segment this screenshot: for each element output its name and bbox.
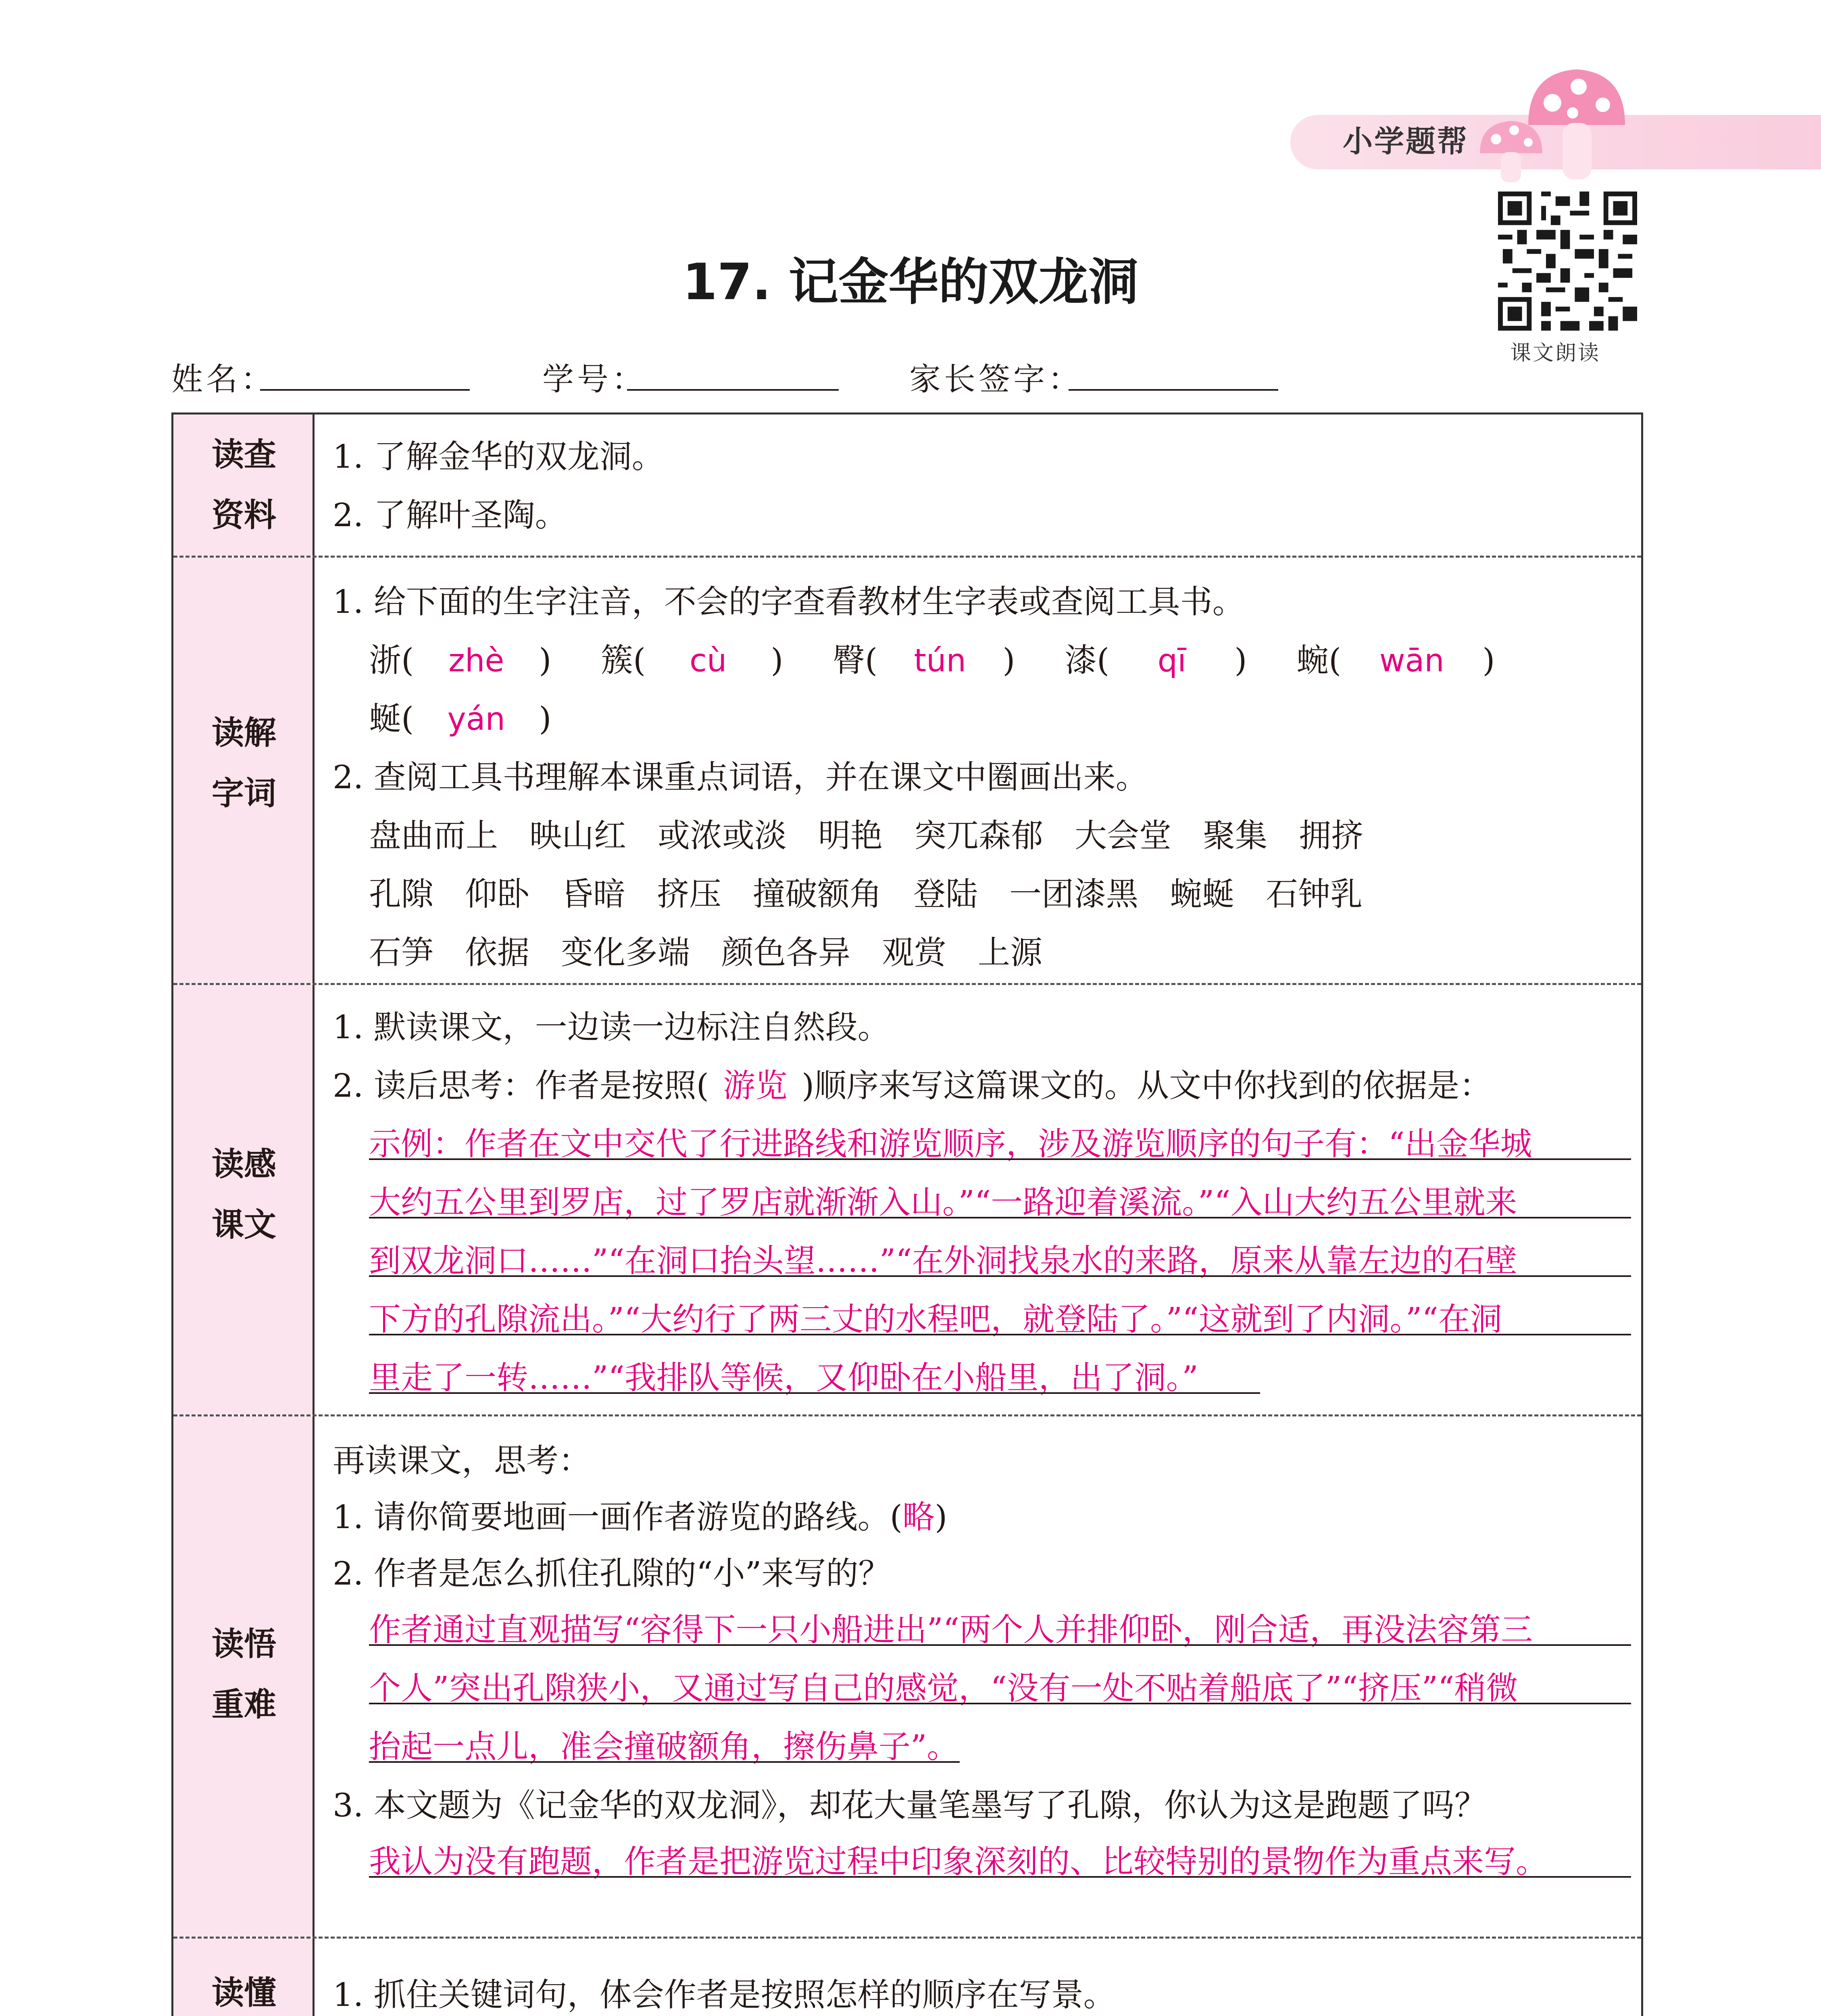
row-label: 读解 — [212, 714, 276, 752]
answer-line: 个人”突出孔隙狭小，又通过写自己的感觉，“没有一处不贴着船底了”“挤压”“稍微 — [369, 1670, 1518, 1707]
answer-underline — [369, 1644, 1631, 1646]
answer-underline — [369, 1158, 1631, 1160]
row-label: 读查 — [212, 436, 276, 473]
char: 臀 — [833, 641, 865, 679]
pinyin-item: 簇( cù ) — [601, 641, 783, 679]
word-list: 孔隙 仰卧 昏暗 挤压 撞破额角 登陆 一团漆黑 蜿蜒 石钟乳 — [369, 875, 1363, 913]
question-line: 1. 默读课文，一边读一边标注自然段。 — [333, 1008, 890, 1046]
row-label: 读悟 — [212, 1625, 276, 1663]
answer-underline — [369, 1703, 1631, 1704]
char: 蜿 — [1296, 641, 1329, 679]
pinyin-item: 蜒( yán ) — [369, 700, 552, 737]
answer-route: 略 — [902, 1498, 935, 1536]
lesson-title: 17. 记金华的双龙洞 — [682, 253, 1139, 311]
row-label: 课文 — [212, 1206, 276, 1243]
question-line: 3. 本文题为《记金华的双龙洞》，却花大量笔墨写了孔隙，你认为这是跑题了吗？ — [333, 1787, 1487, 1824]
pinyin-answer: cù — [690, 643, 727, 679]
question-line: 2. 读后思考：作者是按照( 游览 )顺序来写这篇课文的。从文中你找到的依据是： — [333, 1060, 1492, 1106]
answer-line: 示例：作者在文中交代了行进路线和游览顺序，涉及游览顺序的句子有：“出金华城 — [369, 1125, 1532, 1162]
answer-underline — [369, 1275, 1631, 1277]
answer-underline — [369, 1334, 1631, 1335]
char: 簇 — [601, 641, 633, 679]
row-label: 资料 — [212, 496, 276, 534]
qr-caption: 课文朗读 — [1510, 341, 1601, 365]
mushroom-large-icon — [1524, 65, 1629, 181]
pinyin-item: 臀( tún ) — [833, 641, 1015, 679]
name-field[interactable] — [260, 389, 470, 391]
pinyin-answer: tún — [914, 643, 966, 679]
answer-line: 抬起一点儿，准会撞破额角，擦伤鼻子”。 — [369, 1728, 959, 1765]
row-label: 字词 — [212, 775, 276, 812]
answer-underline — [369, 1392, 1260, 1394]
row-label: 读懂 — [212, 1974, 276, 2012]
number-label: 学号： — [542, 361, 647, 398]
text-line: 1. 了解金华的双龙洞。 — [333, 438, 664, 475]
char: 漆 — [1065, 641, 1097, 679]
question-line: 1. 给下面的生字注音，不会的字查看教材生字表或查阅工具书。 — [333, 583, 1245, 621]
answer-line: 大约五公里到罗店，过了罗店就渐渐入山。”“一路迎着溪流。”“入山大约五公里就来 — [369, 1184, 1517, 1221]
number-field[interactable] — [627, 389, 839, 391]
char: 浙 — [369, 641, 401, 679]
answer-underline — [369, 1761, 960, 1763]
pinyin-answer: qī — [1157, 643, 1186, 679]
answer-line: 到双龙洞口……”“在洞口抬头望……”“在外洞找泉水的来路，原来从靠左边的石壁 — [369, 1242, 1517, 1279]
pinyin-answer: yán — [447, 701, 505, 737]
intro-line: 再读课文，思考： — [333, 1442, 591, 1479]
preview-table — [171, 412, 1643, 2016]
row-reading — [173, 985, 1641, 1414]
answer-line: 下方的孔隙流出。”“大约行了两三丈的水程吧，就登陆了。”“这就到了内洞。”“在洞 — [369, 1301, 1502, 1338]
row-vocabulary — [173, 558, 1641, 983]
row-label: 重难 — [212, 1686, 276, 1723]
row-method — [173, 1939, 1641, 2016]
pinyin-answer: wān — [1379, 643, 1444, 679]
text-line: 1. 抓住关键词句，体会作者是按照怎样的顺序在写景。 — [333, 1976, 1116, 2014]
row-label: 读感 — [212, 1145, 276, 1183]
answer-order: 游览 — [723, 1067, 788, 1104]
answer-underline — [369, 1876, 1631, 1878]
pinyin-item: 蜿( wān ) — [1296, 641, 1495, 679]
word-list: 盘曲而上 映山红 或浓或淡 明艳 突兀森郁 大会堂 聚集 拥挤 — [369, 817, 1363, 854]
answer-underline — [369, 1217, 1631, 1218]
char: 蜒 — [369, 700, 401, 737]
pinyin-answer: zhè — [448, 643, 504, 679]
question-line: 1. 请你简要地画一画作者游览的路线。(略) — [333, 1498, 948, 1536]
pinyin-item: 浙( zhè ) — [369, 641, 552, 679]
answer-line: 作者通过直观描写“容得下一只小船进出”“两个人并排仰卧，刚合适，再没法容第三 — [369, 1611, 1533, 1648]
name-label: 姓名： — [171, 361, 276, 398]
pinyin-item: 漆( qī ) — [1065, 641, 1247, 679]
row-key-points — [173, 1416, 1641, 1937]
question-line: 2. 作者是怎么抓住孔隙的“小”来写的？ — [333, 1555, 891, 1592]
row-research — [173, 414, 1641, 556]
answer-line: 我认为没有跑题，作者是把游览过程中印象深刻的、比较特别的景物作为重点来写。 — [369, 1843, 1548, 1880]
answer-line: 里走了一转……”“我排队等候，又仰卧在小船里，出了洞。” — [369, 1359, 1198, 1396]
brand-name: 小学题帮 — [1343, 124, 1469, 159]
question-line: 2. 查阅工具书理解本课重点词语，并在课文中圈画出来。 — [333, 758, 1148, 796]
word-list: 石笋 依据 变化多端 颜色各异 观赏 上源 — [369, 934, 1042, 971]
text-line: 2. 了解叶圣陶。 — [333, 496, 567, 534]
parent-signature-label: 家长签字： — [909, 361, 1083, 398]
parent-signature-field[interactable] — [1069, 389, 1278, 391]
